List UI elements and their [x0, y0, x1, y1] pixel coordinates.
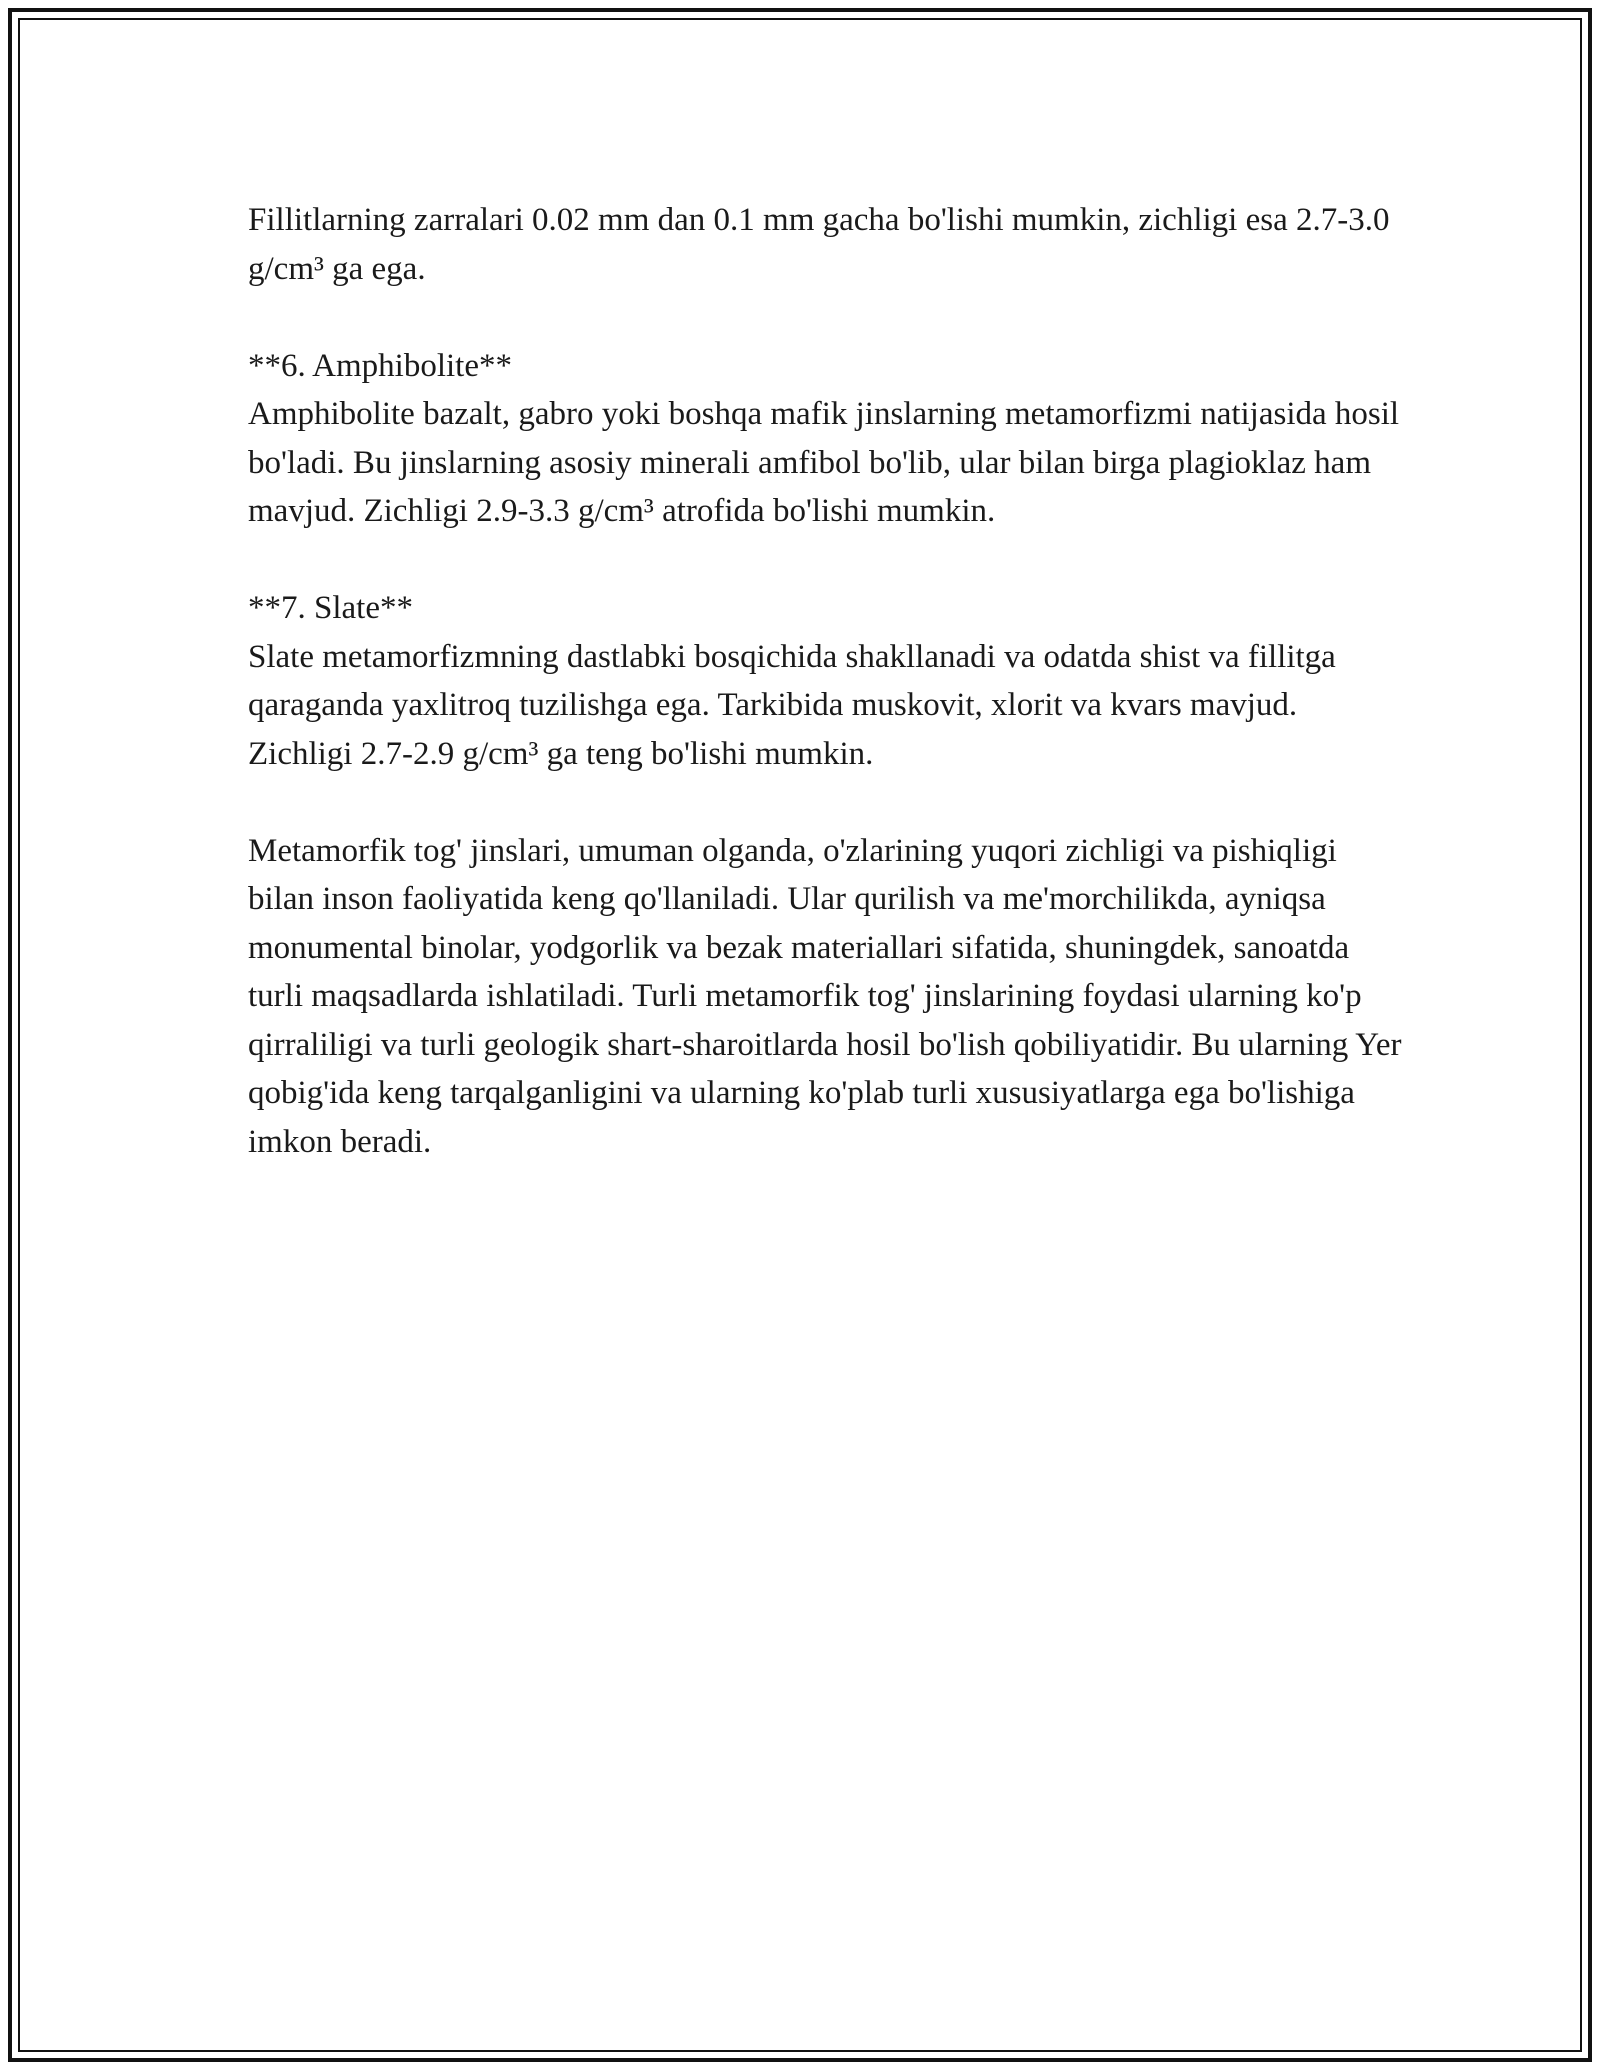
intro-paragraph: Fillitlarning zarralari 0.02 mm dan 0.1 mm gacha bo'lishi mumkin, zichligi esa 2.7-3.0 g/cm³ ga ega.	[248, 202, 1390, 287]
document-body	[248, 196, 1408, 1166]
section-body: Slate metamorfizmning dastlabki bosqichida shakllanadi va odatda shist va fillitga qaraganda yaxlitroq tuzilishga ega. Tarkibida muskovit, xlorit va kvars mavjud. Zichligi 2.7-2.9 g/cm³ ga teng bo'lishi mumkin.	[248, 638, 1336, 772]
section-body: Amphibolite bazalt, gabro yoki boshqa mafik jinslarning metamorfizmi natijasida hosil bo'ladi. Bu jinslarning asosiy minerali amfibol bo'lib, ular bilan birga plagioklaz ham mavjud. Zichligi 2.9-3.3 g/cm³ atrofida bo'lishi mumkin.	[248, 396, 1400, 529]
conclusion-paragraph: Metamorfik tog' jinslari, umuman olganda, o'zlarining yuqori zichligi va pishiqligi bilan inson faoliyatida keng qo'llaniladi. Ular qurilish va me'morchilikda, ayniqsa monumental binolar, yodgorlik va bezak materiallari sifatida, shuningdek, sanoatda turli maqsadlarda ishlatiladi. Turli metamorfik tog' jinslarining foydasi ularning ko'p qirraliligi va turli geologik shart-sharoitlarda hosil bo'lish qobiliyatidir. Bu ularning Yer qobig'ida keng tarqalganligini va ularning ko'plab turli xususiyatlarga ega bo'lishiga imkon beradi.	[248, 832, 1402, 1160]
section-heading: **6. Amphibolite**	[248, 347, 512, 384]
section-heading: **7. Slate**	[248, 590, 413, 626]
page-border	[8, 8, 1592, 2062]
section-amphibolite	[248, 342, 1408, 536]
section-slate	[248, 584, 1408, 778]
